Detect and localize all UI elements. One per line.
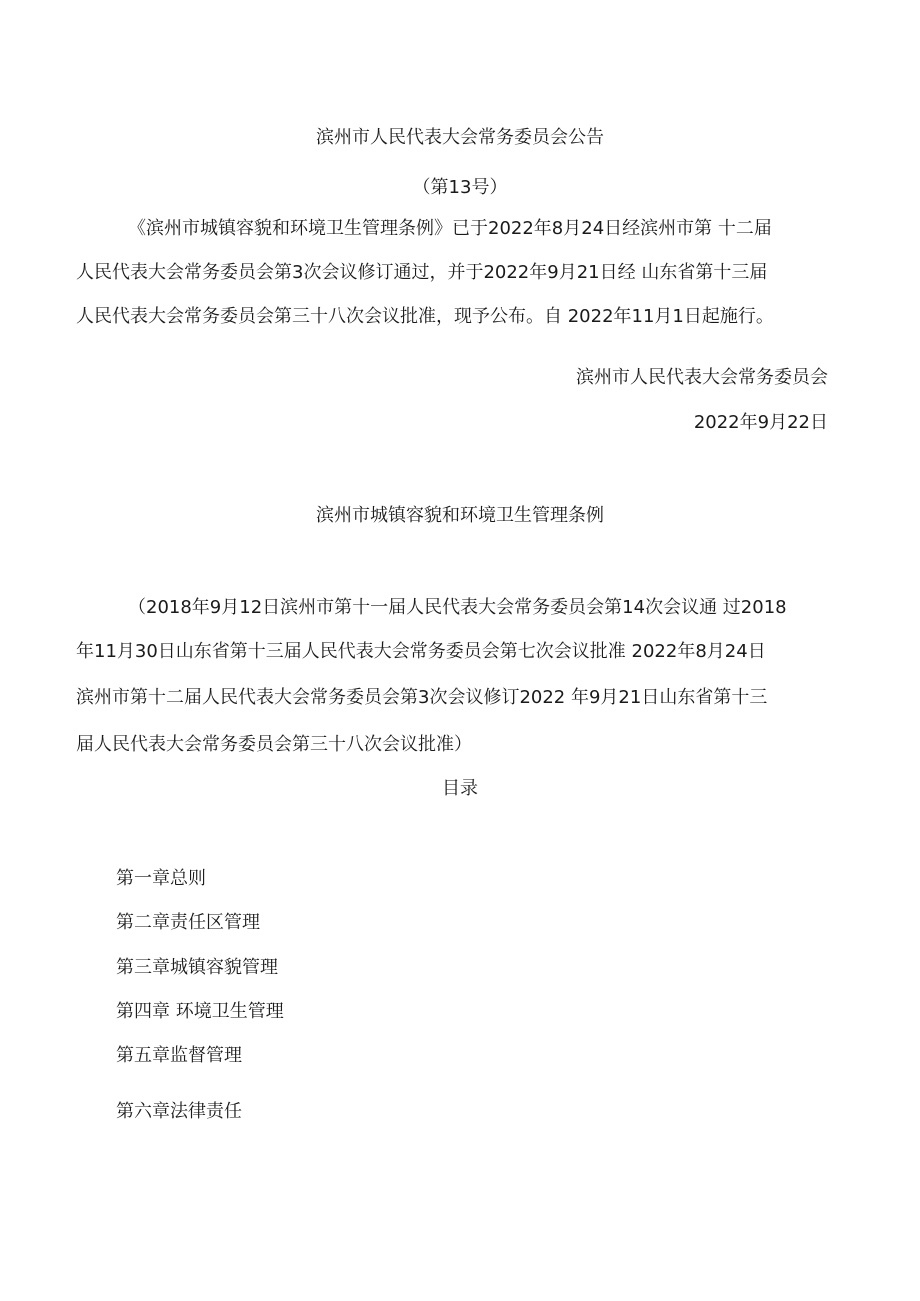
toc-item-chapter-1: 第一章总则 (116, 868, 206, 889)
toc-item-chapter-6: 第六章法律责任 (116, 1101, 242, 1122)
announcement-body-line-3: 人民代表大会常务委员会第三十八次会议批准，现予公布。自 2022年11月1日起施行。 (76, 306, 774, 327)
announcement-number: （第13号） (412, 177, 508, 198)
announcement-date: 2022年9月22日 (693, 412, 828, 433)
announcement-body-line-2: 人民代表大会常务委员会第3次会议修订通过，并于2022年9月21日经 山东省第十三届 (76, 262, 768, 283)
announcement-body-line-1: 《滨州市城镇容貌和环境卫生管理条例》已于2022年8月24日经滨州市第 十二届 (128, 218, 772, 239)
toc-item-chapter-5: 第五章监督管理 (116, 1045, 242, 1066)
regulation-history-line-4: 届人民代表大会常务委员会第三十八次会议批准） (76, 734, 472, 755)
toc-item-chapter-2: 第二章责任区管理 (116, 912, 260, 933)
toc-item-chapter-3: 第三章城镇容貌管理 (116, 957, 278, 978)
toc-heading: 目录 (442, 778, 478, 799)
announcement-title: 滨州市人民代表大会常务委员会公告 (316, 127, 604, 148)
regulation-title: 滨州市城镇容貌和环境卫生管理条例 (316, 505, 604, 526)
regulation-history-line-1: （2018年9月12日滨州市第十一届人民代表大会常务委员会第14次会议通 过2018 (128, 597, 787, 618)
regulation-history-line-2: 年11月30日山东省第十三届人民代表大会常务委员会第七次会议批准 2022年8月24日 (76, 641, 766, 662)
regulation-history-line-3: 滨州市第十二届人民代表大会常务委员会第3次会议修订2022 年9月21日山东省第十三 (76, 687, 768, 708)
toc-item-chapter-4: 第四章 环境卫生管理 (116, 1001, 284, 1022)
announcement-signature: 滨州市人民代表大会常务委员会 (576, 367, 828, 388)
